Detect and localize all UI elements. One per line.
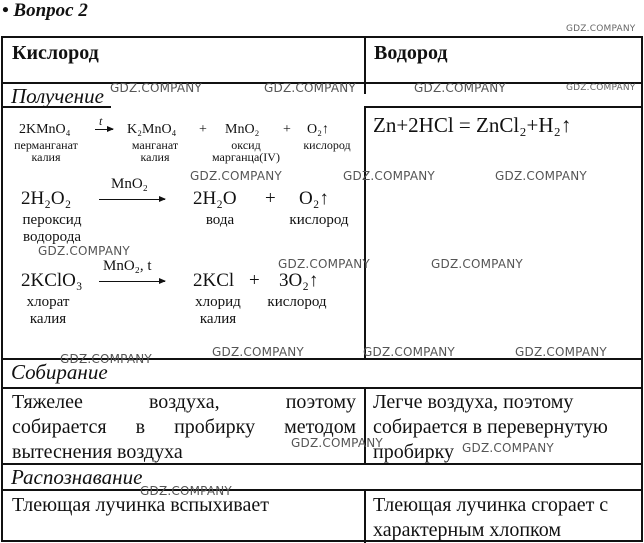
reaction-2-product-1: 2H₂O — [193, 188, 237, 209]
header-oxygen: Кислород — [12, 42, 99, 64]
label-water: вода — [205, 212, 235, 228]
watermark: GDZ.COMPANY — [566, 24, 636, 34]
watermark: GDZ.COMPANY — [38, 244, 130, 258]
comparison-table — [1, 36, 643, 542]
watermark: GDZ.COMPANY — [190, 169, 282, 183]
recognition-hydrogen-line-1: Тлеющая лучинка сгорает с — [373, 494, 609, 516]
section-recognition: Распознавание — [11, 465, 143, 489]
watermark: GDZ.COMPANY — [264, 81, 356, 95]
reaction-3-product-2: 3O₂↑ — [279, 270, 319, 291]
column-divider — [364, 38, 366, 82]
label-oxygen: кислород — [267, 294, 327, 310]
watermark: GDZ.COMPANY — [60, 352, 152, 366]
watermark: GDZ.COMPANY — [414, 81, 506, 95]
watermark: GDZ.COMPANY — [110, 81, 202, 95]
watermark: GDZ.COMPANY — [495, 169, 587, 183]
watermark: GDZ.COMPANY — [566, 83, 636, 93]
recognition-hydrogen-line-2: характерным хлопком — [373, 519, 562, 541]
plus-sign: + — [265, 188, 276, 209]
plus-sign: + — [249, 270, 260, 291]
header-hydrogen: Водород — [374, 42, 448, 64]
collecting-oxygen-line-1: Тяжелее воздуха, поэтому — [12, 391, 356, 413]
watermark: GDZ.COMPANY — [431, 257, 523, 271]
recognition-oxygen-text: Тлеющая лучинка вспыхивает — [12, 494, 269, 516]
collecting-oxygen-line-2: собирается в пробирку методом — [12, 416, 356, 438]
reaction-1-product-1: K₂MnO₄ — [127, 122, 177, 137]
watermark: GDZ.COMPANY — [515, 345, 607, 359]
column-divider — [364, 387, 366, 463]
column-divider — [364, 82, 366, 94]
watermark: GDZ.COMPANY — [140, 484, 232, 498]
label-hydrogen-peroxide: пероксид водорода — [22, 212, 82, 245]
label-oxygen: кислород — [303, 138, 351, 152]
plus-sign: + — [199, 122, 207, 137]
hydrogen-reaction: Zn+2HCl = ZnCl₂+H₂↑ — [373, 113, 572, 137]
label-oxygen: кислород — [289, 212, 349, 228]
watermark: GDZ.COMPANY — [291, 436, 383, 450]
row-divider — [3, 387, 641, 389]
reaction-arrow — [99, 281, 165, 282]
reaction-1-condition: t — [99, 114, 103, 128]
collecting-hydrogen-line-3: пробирку — [373, 441, 455, 463]
question-title: • Вопрос 2 — [2, 0, 88, 21]
reaction-3-product-1: 2KCl — [193, 270, 235, 291]
watermark: GDZ.COMPANY — [278, 257, 370, 271]
label-potassium-chlorate: хлорат калия — [26, 294, 70, 327]
section-collecting: Собирание — [11, 360, 108, 384]
section-obtaining: Получение — [11, 84, 104, 108]
reaction-1-product-3: O₂↑ — [307, 122, 329, 137]
reaction-2-product-2: O₂↑ — [299, 188, 329, 209]
label-potassium-manganate: манганат калия — [131, 138, 179, 164]
column-divider — [364, 489, 366, 543]
reaction-3-lhs: 2KClO₃ — [21, 270, 83, 291]
reaction-arrow — [99, 199, 165, 200]
plus-sign: + — [283, 122, 291, 137]
label-manganese-oxide: оксид марганца(IV) — [212, 138, 280, 164]
collecting-hydrogen-line-1: Легче воздуха, поэтому — [373, 391, 574, 413]
reaction-3-condition: MnO₂, t — [103, 258, 152, 274]
reaction-arrow — [95, 129, 113, 130]
row-divider — [364, 106, 641, 108]
column-divider — [364, 106, 366, 358]
collecting-oxygen-line-3: вытеснения воздуха — [12, 441, 183, 463]
collecting-hydrogen-line-2: собирается в перевернутую — [373, 416, 608, 438]
reaction-2-condition: MnO₂ — [111, 176, 148, 192]
collecting-oxygen-text — [12, 390, 356, 465]
reaction-1-lhs: 2KMnO₄ — [19, 122, 71, 137]
reaction-2-lhs: 2H₂O₂ — [21, 188, 72, 209]
reaction-1-product-2: MnO₂ — [225, 122, 260, 137]
watermark: GDZ.COMPANY — [462, 441, 554, 455]
watermark: GDZ.COMPANY — [343, 169, 435, 183]
watermark: GDZ.COMPANY — [363, 345, 455, 359]
label-potassium-permanganate: перманганат калия — [14, 138, 78, 164]
recognition-hydrogen-text — [373, 493, 637, 543]
watermark: GDZ.COMPANY — [212, 345, 304, 359]
label-potassium-chloride: хлорид калия — [195, 294, 241, 327]
